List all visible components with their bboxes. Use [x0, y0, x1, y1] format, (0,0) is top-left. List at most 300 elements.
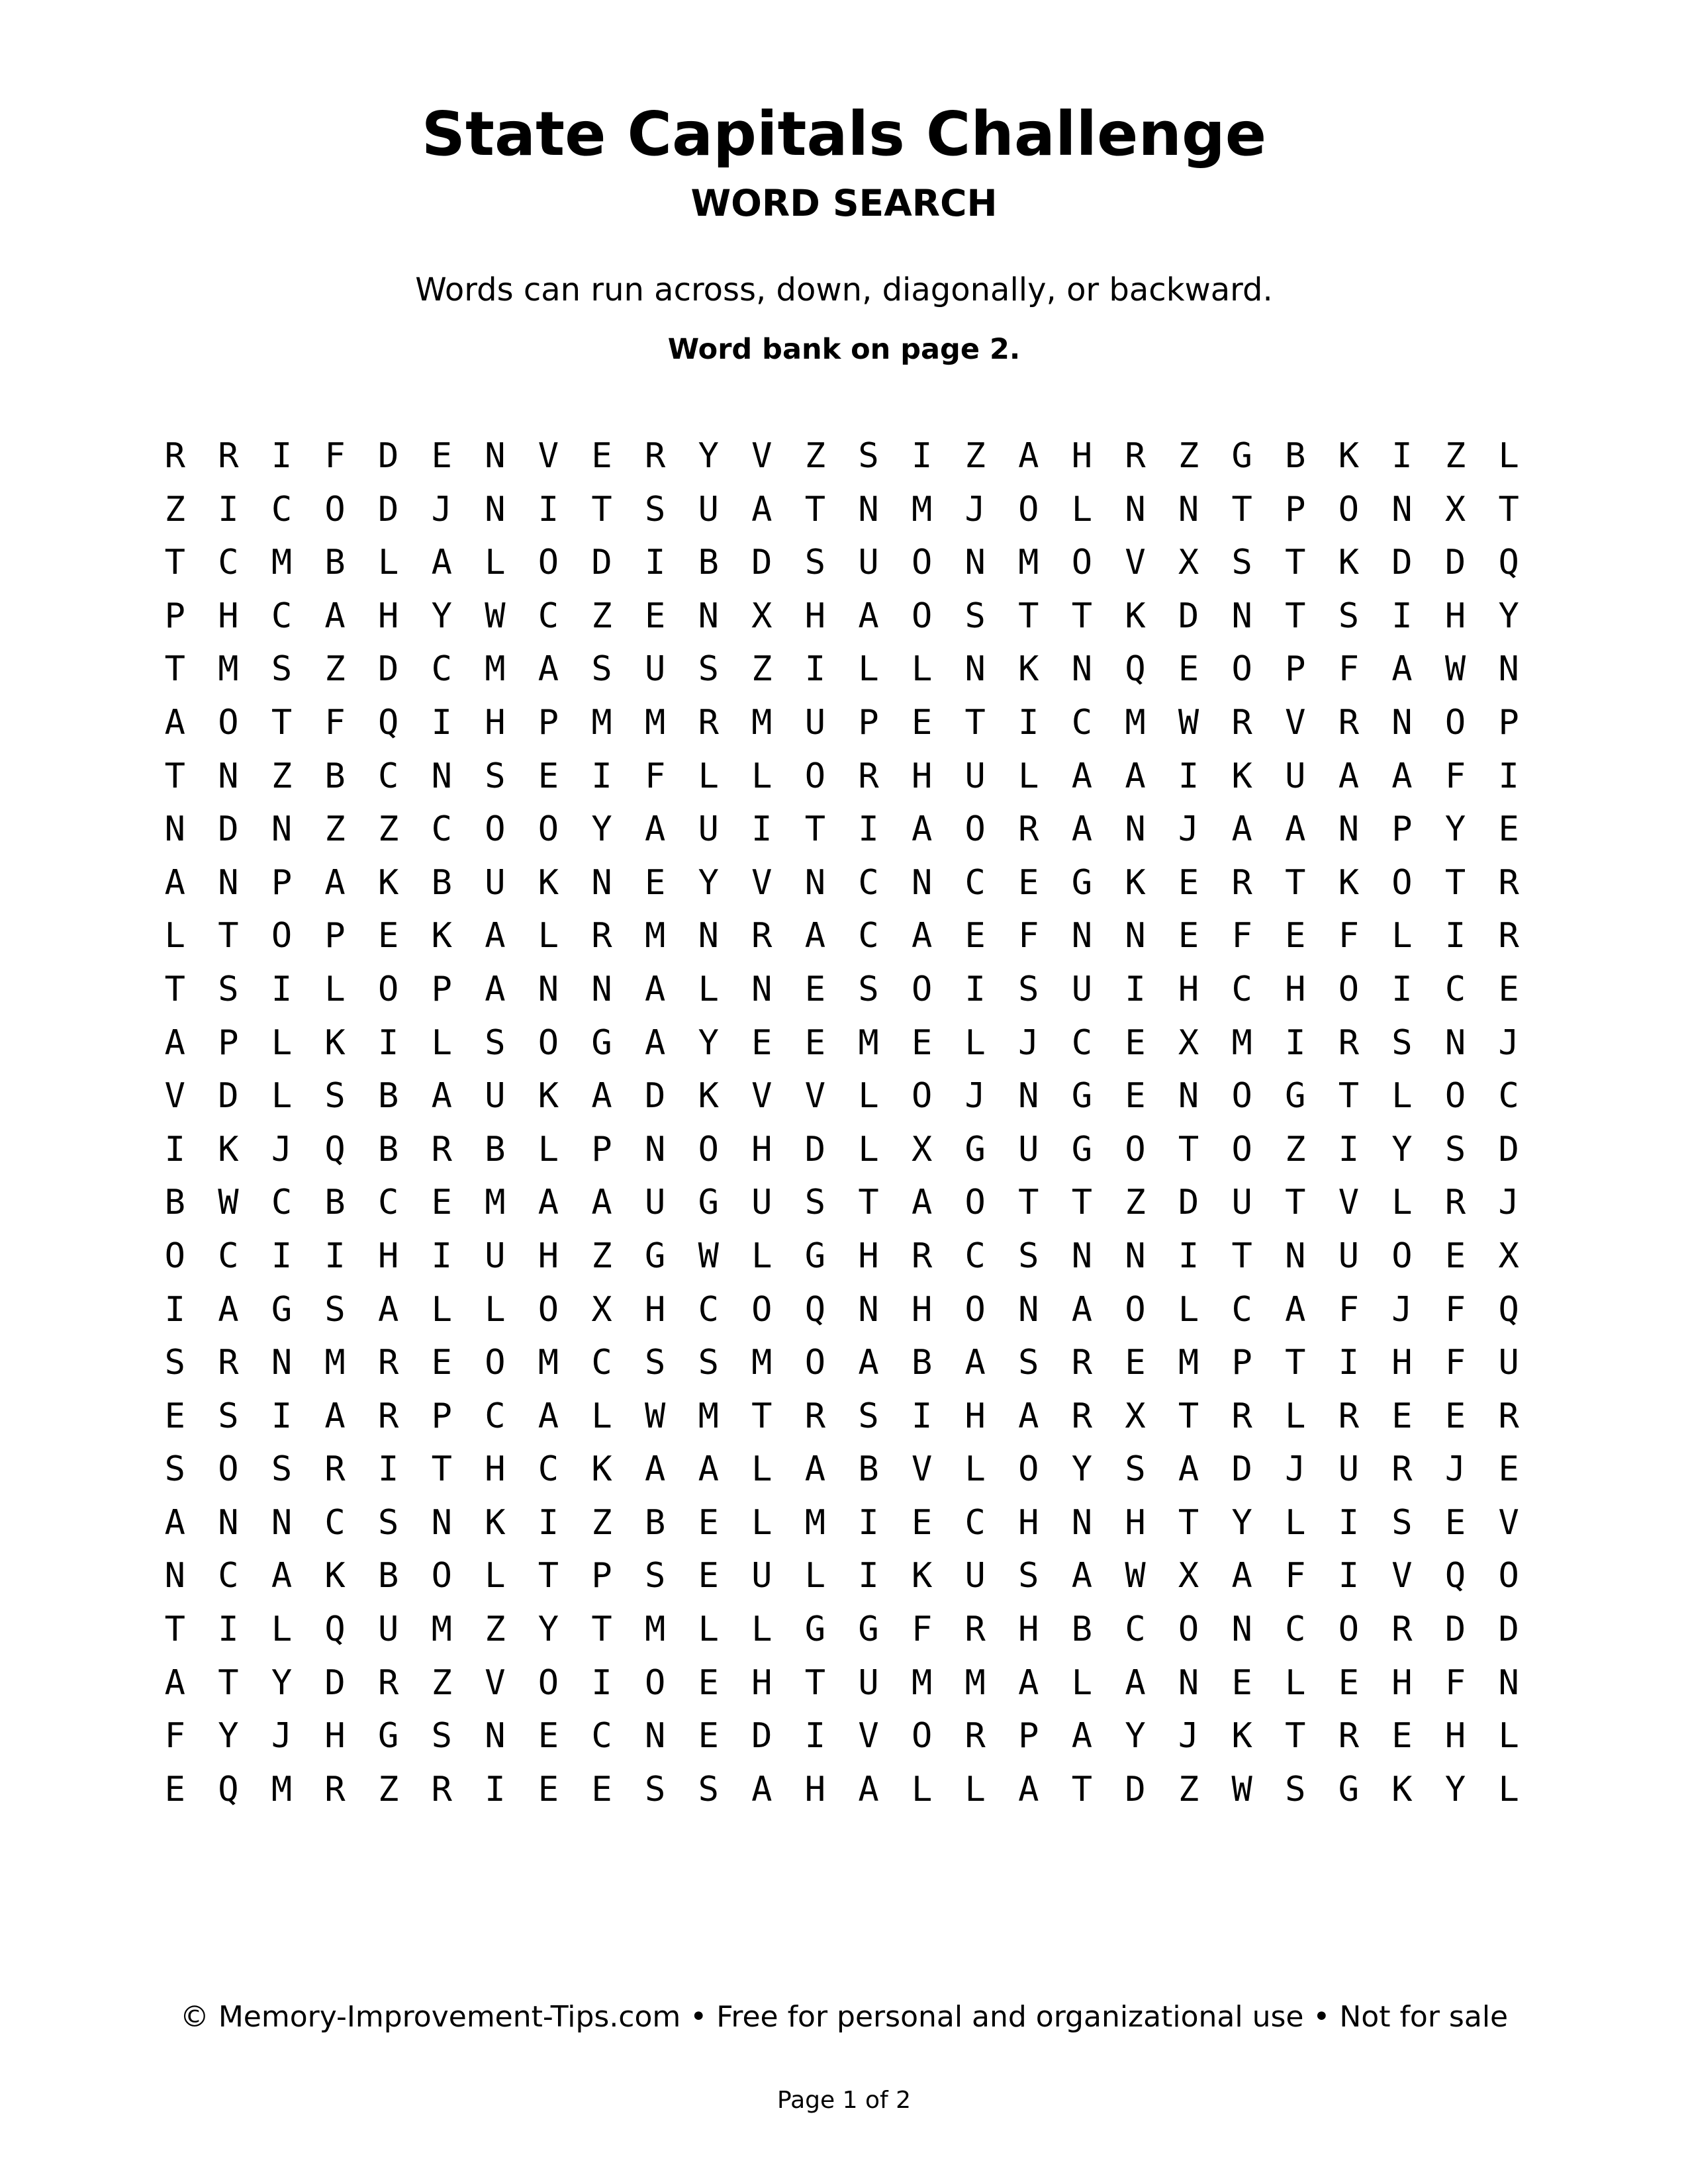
grid-cell: Z: [1444, 436, 1466, 476]
grid-cell: E: [164, 1396, 185, 1436]
grid-cell: V: [1125, 543, 1146, 583]
grid-cell: J: [1498, 1023, 1519, 1063]
grid-cell: S: [1338, 596, 1360, 636]
grid-cell: H: [911, 756, 933, 796]
grid-cell: V: [858, 1716, 879, 1756]
grid-cell: V: [164, 1076, 185, 1116]
grid-cell: P: [431, 969, 452, 1009]
grid-cell: U: [1285, 756, 1306, 796]
grid-cell: X: [591, 1289, 612, 1330]
grid-cell: N: [538, 969, 559, 1009]
grid-cell: F: [324, 436, 346, 476]
grid-cell: S: [1444, 1129, 1466, 1169]
grid-cell: N: [1391, 489, 1413, 529]
grid-cell: V: [751, 862, 773, 903]
grid-cell: L: [698, 756, 719, 796]
grid-cell: L: [858, 1076, 879, 1116]
grid-cell: Z: [591, 1502, 612, 1543]
grid-cell: S: [698, 1769, 719, 1809]
grid-cell: T: [804, 809, 826, 850]
grid-cell: A: [1125, 756, 1146, 796]
grid-cell: S: [324, 1076, 346, 1116]
grid-cell: K: [1231, 1716, 1252, 1756]
grid-cell: I: [324, 1236, 346, 1276]
grid-cell: E: [1444, 1236, 1466, 1276]
grid-cell: T: [1018, 596, 1039, 636]
grid-cell: C: [591, 1716, 612, 1756]
grid-cell: E: [164, 1769, 185, 1809]
grid-cell: I: [591, 756, 612, 796]
grid-cell: S: [591, 649, 612, 690]
grid-cell: A: [1231, 1556, 1252, 1596]
grid-cell: S: [271, 1449, 293, 1490]
page-number: Page 1 of 2: [777, 2087, 911, 2114]
grid-cell: L: [1018, 756, 1039, 796]
grid-cell: L: [1071, 489, 1093, 529]
grid-cell: R: [1338, 1716, 1360, 1756]
grid-cell: I: [431, 702, 452, 743]
grid-cell: K: [591, 1449, 612, 1490]
grid-cell: R: [1071, 1396, 1093, 1436]
grid-cell: U: [485, 862, 506, 903]
grid-cell: V: [1338, 1183, 1360, 1223]
grid-cell: X: [1178, 1556, 1199, 1596]
grid-cell: C: [218, 1556, 239, 1596]
grid-cell: O: [911, 1716, 933, 1756]
grid-cell: I: [911, 436, 933, 476]
grid-cell: P: [538, 702, 559, 743]
grid-cell: A: [1391, 756, 1413, 796]
grid-cell: T: [1071, 1769, 1093, 1809]
page-title: State Capitals Challenge: [421, 99, 1267, 169]
grid-cell: Y: [1444, 1769, 1466, 1809]
grid-cell: O: [218, 1449, 239, 1490]
grid-cell: N: [644, 1716, 666, 1756]
grid-cell: M: [324, 1343, 346, 1383]
grid-cell: K: [324, 1023, 346, 1063]
grid-cell: T: [1285, 1183, 1306, 1223]
grid-cell: J: [1444, 1449, 1466, 1490]
grid-cell: E: [1285, 916, 1306, 956]
grid-cell: N: [1498, 649, 1519, 690]
grid-cell: P: [431, 1396, 452, 1436]
grid-cell: S: [1018, 1343, 1039, 1383]
grid-cell: C: [964, 1502, 986, 1543]
grid-cell: T: [164, 969, 185, 1009]
grid-cell: E: [1018, 862, 1039, 903]
grid-cell: R: [1231, 862, 1252, 903]
word-search-grid: [148, 430, 1535, 1816]
grid-cell: C: [271, 596, 293, 636]
grid-cell: E: [911, 702, 933, 743]
grid-cell: X: [1178, 543, 1199, 583]
grid-cell: I: [378, 1023, 399, 1063]
grid-cell: C: [1071, 1023, 1093, 1063]
grid-cell: O: [1018, 489, 1039, 529]
grid-cell: X: [1444, 489, 1466, 529]
grid-cell: C: [485, 1396, 506, 1436]
grid-cell: C: [218, 543, 239, 583]
grid-cell: C: [538, 1449, 559, 1490]
grid-cell: O: [1498, 1556, 1519, 1596]
grid-cell: C: [964, 862, 986, 903]
grid-cell: F: [324, 702, 346, 743]
grid-cell: I: [164, 1289, 185, 1330]
grid-cell: G: [591, 1023, 612, 1063]
grid-cell: L: [1498, 1716, 1519, 1756]
grid-cell: N: [698, 596, 719, 636]
grid-cell: S: [1018, 969, 1039, 1009]
grid-cell: C: [378, 756, 399, 796]
grid-cell: L: [858, 1129, 879, 1169]
grid-cell: P: [591, 1556, 612, 1596]
grid-cell: M: [644, 916, 666, 956]
grid-cell: H: [1125, 1502, 1146, 1543]
grid-cell: N: [164, 809, 185, 850]
grid-cell: K: [1338, 436, 1360, 476]
grid-cell: Z: [1178, 436, 1199, 476]
grid-cell: L: [751, 1502, 773, 1543]
grid-cell: M: [911, 1662, 933, 1703]
grid-cell: O: [1391, 862, 1413, 903]
grid-cell: A: [644, 969, 666, 1009]
grid-cell: C: [1231, 1289, 1252, 1330]
grid-cell: F: [1018, 916, 1039, 956]
grid-cell: A: [1018, 1662, 1039, 1703]
grid-cell: I: [164, 1129, 185, 1169]
grid-cell: E: [964, 916, 986, 956]
grid-cell: A: [485, 916, 506, 956]
grid-cell: I: [1338, 1129, 1360, 1169]
grid-cell: W: [485, 596, 506, 636]
grid-cell: J: [1178, 809, 1199, 850]
grid-cell: L: [964, 1769, 986, 1809]
grid-cell: M: [1018, 543, 1039, 583]
grid-cell: N: [1498, 1662, 1519, 1703]
grid-cell: U: [485, 1236, 506, 1276]
grid-cell: A: [1178, 1449, 1199, 1490]
grid-cell: Z: [324, 649, 346, 690]
grid-cell: N: [804, 862, 826, 903]
grid-cell: M: [804, 1502, 826, 1543]
grid-cell: S: [1391, 1023, 1413, 1063]
grid-cell: N: [964, 649, 986, 690]
grid-cell: Y: [1071, 1449, 1093, 1490]
grid-cell: C: [858, 916, 879, 956]
grid-cell: N: [1178, 1662, 1199, 1703]
grid-cell: E: [1498, 809, 1519, 850]
grid-cell: O: [1391, 1236, 1413, 1276]
grid-cell: R: [378, 1396, 399, 1436]
grid-cell: K: [538, 1076, 559, 1116]
grid-cell: J: [1178, 1716, 1199, 1756]
grid-cell: S: [1018, 1556, 1039, 1596]
grid-cell: G: [858, 1610, 879, 1650]
grid-cell: O: [538, 543, 559, 583]
grid-cell: L: [271, 1610, 293, 1650]
grid-cell: G: [964, 1129, 986, 1169]
grid-cell: O: [271, 916, 293, 956]
grid-cell: L: [911, 649, 933, 690]
grid-cell: K: [1018, 649, 1039, 690]
grid-cell: C: [1285, 1610, 1306, 1650]
grid-cell: Y: [698, 862, 719, 903]
grid-cell: J: [1498, 1183, 1519, 1223]
grid-cell: A: [1338, 756, 1360, 796]
grid-cell: M: [911, 489, 933, 529]
grid-cell: A: [1018, 1396, 1039, 1436]
grid-cell: O: [1018, 1449, 1039, 1490]
grid-cell: A: [1285, 809, 1306, 850]
grid-cell: C: [431, 809, 452, 850]
grid-cell: N: [591, 862, 612, 903]
grid-cell: T: [1178, 1129, 1199, 1169]
grid-cell: M: [644, 702, 666, 743]
grid-cell: G: [1071, 1076, 1093, 1116]
grid-cell: S: [858, 969, 879, 1009]
grid-cell: U: [1338, 1449, 1360, 1490]
grid-cell: L: [271, 1023, 293, 1063]
grid-cell: H: [485, 702, 506, 743]
grid-cell: C: [431, 649, 452, 690]
grid-cell: C: [1125, 1610, 1146, 1650]
grid-cell: L: [1498, 1769, 1519, 1809]
grid-cell: I: [1391, 969, 1413, 1009]
grid-cell: C: [324, 1502, 346, 1543]
grid-cell: N: [431, 1502, 452, 1543]
grid-cell: B: [378, 1556, 399, 1596]
grid-cell: P: [1018, 1716, 1039, 1756]
grid-cell: L: [964, 1023, 986, 1063]
grid-cell: O: [644, 1662, 666, 1703]
grid-cell: U: [1018, 1129, 1039, 1169]
grid-cell: B: [1071, 1610, 1093, 1650]
grid-cell: L: [698, 969, 719, 1009]
grid-cell: F: [1285, 1556, 1306, 1596]
grid-cell: M: [964, 1662, 986, 1703]
grid-cell: Y: [1444, 809, 1466, 850]
grid-cell: M: [1231, 1023, 1252, 1063]
grid-cell: B: [431, 862, 452, 903]
grid-cell: L: [431, 1023, 452, 1063]
grid-cell: G: [698, 1183, 719, 1223]
grid-cell: B: [164, 1183, 185, 1223]
grid-cell: A: [218, 1289, 239, 1330]
grid-cell: A: [1071, 809, 1093, 850]
grid-cell: U: [858, 543, 879, 583]
grid-cell: W: [1125, 1556, 1146, 1596]
grid-cell: A: [1391, 649, 1413, 690]
grid-cell: L: [431, 1289, 452, 1330]
grid-cell: R: [1498, 916, 1519, 956]
grid-cell: H: [1018, 1610, 1039, 1650]
grid-cell: A: [538, 1396, 559, 1436]
grid-cell: N: [218, 862, 239, 903]
grid-cell: L: [751, 1449, 773, 1490]
grid-cell: L: [1391, 1183, 1413, 1223]
grid-cell: I: [591, 1662, 612, 1703]
grid-cell: C: [964, 1236, 986, 1276]
grid-cell: T: [1498, 489, 1519, 529]
grid-cell: C: [218, 1236, 239, 1276]
grid-cell: D: [378, 436, 399, 476]
grid-cell: E: [1444, 1502, 1466, 1543]
grid-cell: E: [591, 436, 612, 476]
grid-cell: S: [271, 649, 293, 690]
grid-cell: T: [1285, 596, 1306, 636]
grid-cell: H: [485, 1449, 506, 1490]
grid-cell: B: [698, 543, 719, 583]
grid-cell: R: [431, 1769, 452, 1809]
grid-cell: Q: [1125, 649, 1146, 690]
grid-cell: Z: [964, 436, 986, 476]
grid-cell: R: [858, 756, 879, 796]
grid-cell: K: [218, 1129, 239, 1169]
grid-cell: I: [1018, 702, 1039, 743]
grid-cell: R: [218, 436, 239, 476]
grid-cell: N: [1125, 1236, 1146, 1276]
grid-cell: Q: [324, 1610, 346, 1650]
grid-cell: N: [218, 756, 239, 796]
grid-cell: O: [485, 809, 506, 850]
grid-cell: K: [378, 862, 399, 903]
grid-cell: J: [431, 489, 452, 529]
grid-cell: O: [1444, 702, 1466, 743]
grid-cell: N: [1071, 916, 1093, 956]
grid-cell: I: [1125, 969, 1146, 1009]
grid-cell: F: [1444, 756, 1466, 796]
grid-cell: Y: [271, 1662, 293, 1703]
grid-cell: E: [1498, 969, 1519, 1009]
grid-cell: D: [378, 489, 399, 529]
grid-cell: E: [804, 969, 826, 1009]
grid-cell: E: [1178, 862, 1199, 903]
grid-cell: K: [1231, 756, 1252, 796]
grid-cell: P: [218, 1023, 239, 1063]
grid-cell: A: [538, 649, 559, 690]
grid-cell: M: [218, 649, 239, 690]
grid-cell: O: [1338, 1610, 1360, 1650]
grid-cell: G: [378, 1716, 399, 1756]
grid-cell: N: [1018, 1289, 1039, 1330]
grid-cell: T: [271, 702, 293, 743]
grid-cell: A: [1125, 1662, 1146, 1703]
grid-cell: I: [485, 1769, 506, 1809]
grid-cell: O: [164, 1236, 185, 1276]
grid-cell: P: [271, 862, 293, 903]
grid-cell: B: [378, 1129, 399, 1169]
grid-cell: N: [1338, 809, 1360, 850]
grid-cell: O: [538, 1023, 559, 1063]
grid-cell: A: [431, 543, 452, 583]
grid-cell: T: [1178, 1396, 1199, 1436]
grid-cell: I: [858, 1502, 879, 1543]
grid-cell: L: [591, 1396, 612, 1436]
grid-cell: R: [324, 1769, 346, 1809]
grid-cell: I: [271, 436, 293, 476]
grid-cell: H: [378, 1236, 399, 1276]
grid-cell: F: [644, 756, 666, 796]
grid-cell: D: [1391, 543, 1413, 583]
grid-cell: P: [1498, 702, 1519, 743]
grid-cell: R: [1391, 1610, 1413, 1650]
grid-cell: O: [1071, 543, 1093, 583]
page-subtitle: WORD SEARCH: [690, 182, 998, 224]
grid-cell: N: [1125, 916, 1146, 956]
grid-cell: A: [911, 1183, 933, 1223]
grid-cell: E: [1178, 649, 1199, 690]
grid-cell: R: [1125, 436, 1146, 476]
grid-cell: Y: [1125, 1716, 1146, 1756]
grid-cell: N: [1231, 596, 1252, 636]
grid-cell: T: [218, 916, 239, 956]
grid-cell: L: [538, 1129, 559, 1169]
grid-cell: Q: [218, 1769, 239, 1809]
grid-cell: O: [911, 543, 933, 583]
grid-cell: Y: [698, 436, 719, 476]
grid-cell: T: [1285, 862, 1306, 903]
grid-cell: A: [858, 596, 879, 636]
grid-cell: O: [1125, 1289, 1146, 1330]
grid-cell: E: [1391, 1396, 1413, 1436]
grid-cell: N: [271, 1502, 293, 1543]
grid-cell: D: [1498, 1610, 1519, 1650]
grid-cell: N: [911, 862, 933, 903]
grid-cell: A: [911, 916, 933, 956]
grid-cell: J: [271, 1129, 293, 1169]
grid-cell: A: [538, 1183, 559, 1223]
grid-cell: R: [1338, 1396, 1360, 1436]
grid-cell: J: [1018, 1023, 1039, 1063]
grid-cell: H: [644, 1289, 666, 1330]
grid-cell: K: [698, 1076, 719, 1116]
grid-cell: K: [911, 1556, 933, 1596]
grid-cell: X: [751, 596, 773, 636]
grid-cell: S: [1125, 1449, 1146, 1490]
copyright-footer: © Memory-Improvement-Tips.com • Free for personal and organizational use • Not for sale: [179, 2000, 1509, 2034]
grid-cell: R: [751, 916, 773, 956]
grid-cell: H: [858, 1236, 879, 1276]
grid-cell: A: [324, 596, 346, 636]
grid-cell: L: [164, 916, 185, 956]
grid-cell: G: [1285, 1076, 1306, 1116]
grid-cell: N: [1178, 489, 1199, 529]
grid-cell: T: [1231, 1236, 1252, 1276]
grid-cell: V: [538, 436, 559, 476]
grid-cell: S: [324, 1289, 346, 1330]
grid-cell: R: [1071, 1343, 1093, 1383]
grid-cell: I: [218, 1610, 239, 1650]
grid-cell: U: [964, 756, 986, 796]
grid-cell: A: [964, 1343, 986, 1383]
grid-cell: E: [1125, 1076, 1146, 1116]
grid-cell: S: [644, 1769, 666, 1809]
grid-cell: K: [431, 916, 452, 956]
grid-cell: T: [1071, 596, 1093, 636]
grid-cell: O: [1231, 649, 1252, 690]
grid-cell: F: [1444, 1289, 1466, 1330]
grid-cell: A: [1285, 1289, 1306, 1330]
grid-cell: B: [1285, 436, 1306, 476]
grid-cell: S: [164, 1343, 185, 1383]
grid-cell: I: [538, 1502, 559, 1543]
grid-cell: R: [218, 1343, 239, 1383]
grid-cell: A: [858, 1343, 879, 1383]
grid-cell: O: [1125, 1129, 1146, 1169]
grid-cell: Z: [271, 756, 293, 796]
grid-cell: L: [1391, 1076, 1413, 1116]
grid-cell: E: [538, 756, 559, 796]
